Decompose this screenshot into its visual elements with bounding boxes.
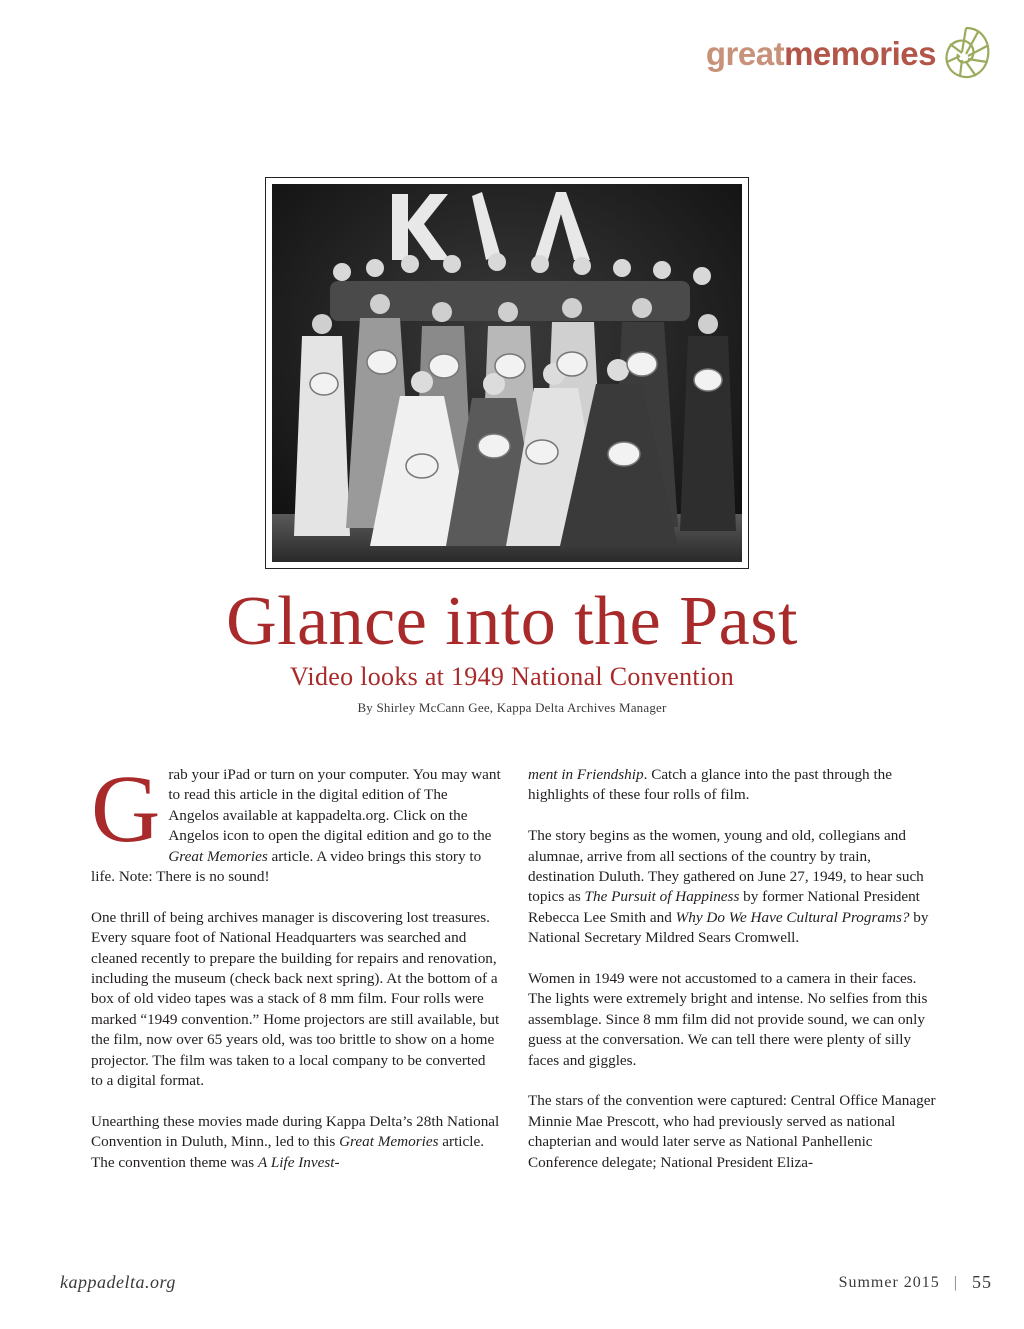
story-text-c: by National Secretary Mildred Sears Cromwell. [528, 908, 929, 947]
page-number: 55 [972, 1272, 992, 1292]
article-title: Glance into the Past [226, 583, 798, 660]
footer-issue: Summer 2015 [838, 1273, 940, 1291]
intro-text-b: article. A video brings this story to life. Note: There is no sound! [91, 847, 482, 886]
article-subtitle: Video looks at 1949 National Convention [289, 662, 735, 691]
convention-photo-frame [265, 177, 749, 569]
continuation-text: . Catch a glance into the past through the highlights of these four rolls of film. [528, 766, 893, 804]
footer-site-link[interactable]: kappadelta.org [60, 1272, 176, 1292]
story-text-a: The story begins as the women, young and old, collegians and alumnae, arrive from all sections of the country by train, destination Duluth. They gathered on June 27, 1949, to hear such topics as [528, 827, 924, 906]
story-text-b: by former National President Rebecca Lee Smith and [528, 888, 920, 926]
article-byline: By Shirley McCann Gee, Kappa Delta Archives Manager [357, 700, 667, 715]
section-brand-header [706, 22, 992, 86]
paragraph-camera: Women in 1949 were not accustomed to a camera in their faces. The lights were extremely bright and intense. No selfies from this assemblage. Since 8 mm film did not provide sound, we can only guess at the conversation. We can tell there were plenty of silly faces and giggles. [528, 970, 928, 1069]
right-column [528, 765, 938, 1193]
paragraph-stars: The stars of the convention were captured: Central Office Manager Minnie Mae Prescott, who had previously served as national chapterian and would later serve as National Panhellenic Conference delegate; National President Eliza- [528, 1092, 936, 1171]
drop-cap: G [91, 755, 161, 862]
unearthing-text-b: article. The convention theme was [91, 1133, 485, 1171]
left-column [91, 755, 501, 1193]
story-emphasis-2: Why Do We Have Cultural Programs? [675, 908, 910, 926]
paragraph-unearthing [91, 1112, 501, 1173]
intro-emphasis: Great Memories [168, 847, 268, 865]
footer-separator: | [953, 1273, 958, 1291]
paragraph-continuation [528, 765, 938, 806]
paragraph-intro [91, 755, 501, 887]
paragraph-story-begins [528, 826, 938, 948]
convention-group-photo [272, 184, 742, 562]
footer-issue-info [839, 1272, 992, 1293]
paragraph-discovery: One thrill of being archives manager is discovering lost treasures. Every square foot of National Headquarters was searched and cleaned recently to prepare the building for repairs and renovation, including the museum (check back next spring). At the bottom of a box of old video tapes was a stack of 8 mm film. Four rolls were marked “1949 convention.” Home projectors are still available, but the film, now over 65 years old, was too brittle to show on a home projector. The film was taken to a local company to be converted to a digital format. [91, 908, 500, 1090]
unearthing-emphasis-1: Great Memories [339, 1133, 439, 1151]
brand-memories: memories [784, 35, 936, 72]
brand-wordmark [706, 35, 936, 73]
story-emphasis-1: The Pursuit of Happiness [584, 888, 740, 906]
unearthing-text-a: Unearthing these movies made during Kappa Delta’s 28th National Convention in Duluth, Minn., led to this [91, 1112, 500, 1151]
nautilus-shell-icon [940, 22, 992, 86]
brand-great: great [705, 35, 785, 72]
unearthing-emphasis-2: A Life Invest- [258, 1153, 340, 1171]
intro-text-a: rab your iPad or turn on your computer. You may want to read this article in the digital edition of The Angelos available at kappadelta.org. Click on the Angelos icon to open the digital edition and go to the [168, 766, 501, 845]
continuation-emphasis: ment in Friendship [528, 766, 644, 783]
